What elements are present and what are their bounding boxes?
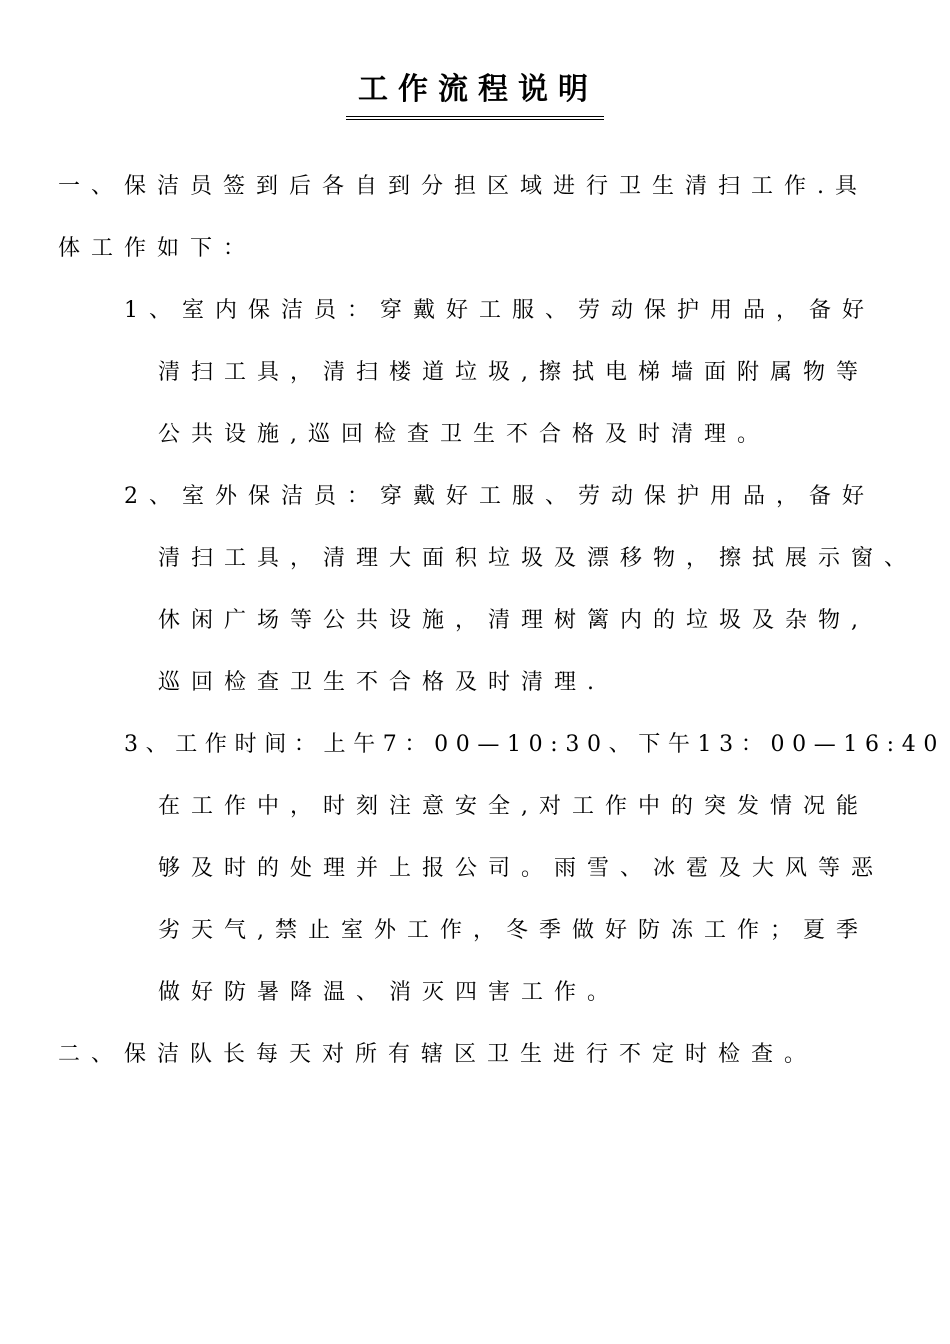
- text-line: 公共设施,巡回检查卫生不合格及时清理。: [158, 422, 770, 447]
- text-line: 劣天气,禁止室外工作，冬季做好防冻工作；夏季: [158, 918, 869, 943]
- text-line: 巡回检查卫生不合格及时清理.: [158, 670, 605, 695]
- list-item-heading: 3、工作时间：上午7：00—10:30、下午13：00—16:40: [124, 732, 945, 757]
- text-line: 休闲广场等公共设施，清理树篱内的垃圾及杂物,: [158, 608, 869, 633]
- page-title: 工作流程说明: [346, 70, 604, 120]
- text-line: 清扫工具，清理大面积垃圾及漂移物，擦拭展示窗、: [158, 546, 918, 571]
- list-item-heading: 2、室外保洁员：穿戴好工服、劳动保护用品，备好: [124, 484, 875, 509]
- text-line: 二、保洁队长每天对所有辖区卫生进行不定时检查。: [58, 1042, 818, 1067]
- text-line: 够及时的处理并上报公司。雨雪、冰雹及大风等恶: [158, 856, 885, 881]
- list-item-heading: 1、室内保洁员：穿戴好工服、劳动保护用品，备好: [124, 298, 875, 323]
- text-line: 做好防暑降温、消灭四害工作。: [158, 980, 621, 1005]
- title-container: [0, 70, 950, 120]
- text-line: 清扫工具，清扫楼道垃圾,擦拭电梯墙面附属物等: [158, 360, 869, 385]
- text-line: 在工作中，时刻注意安全,对工作中的突发情况能: [158, 794, 869, 819]
- text-line: 一、保洁员签到后各自到分担区域进行卫生清扫工作.具: [58, 174, 868, 199]
- text-line: 体工作如下：: [58, 236, 257, 261]
